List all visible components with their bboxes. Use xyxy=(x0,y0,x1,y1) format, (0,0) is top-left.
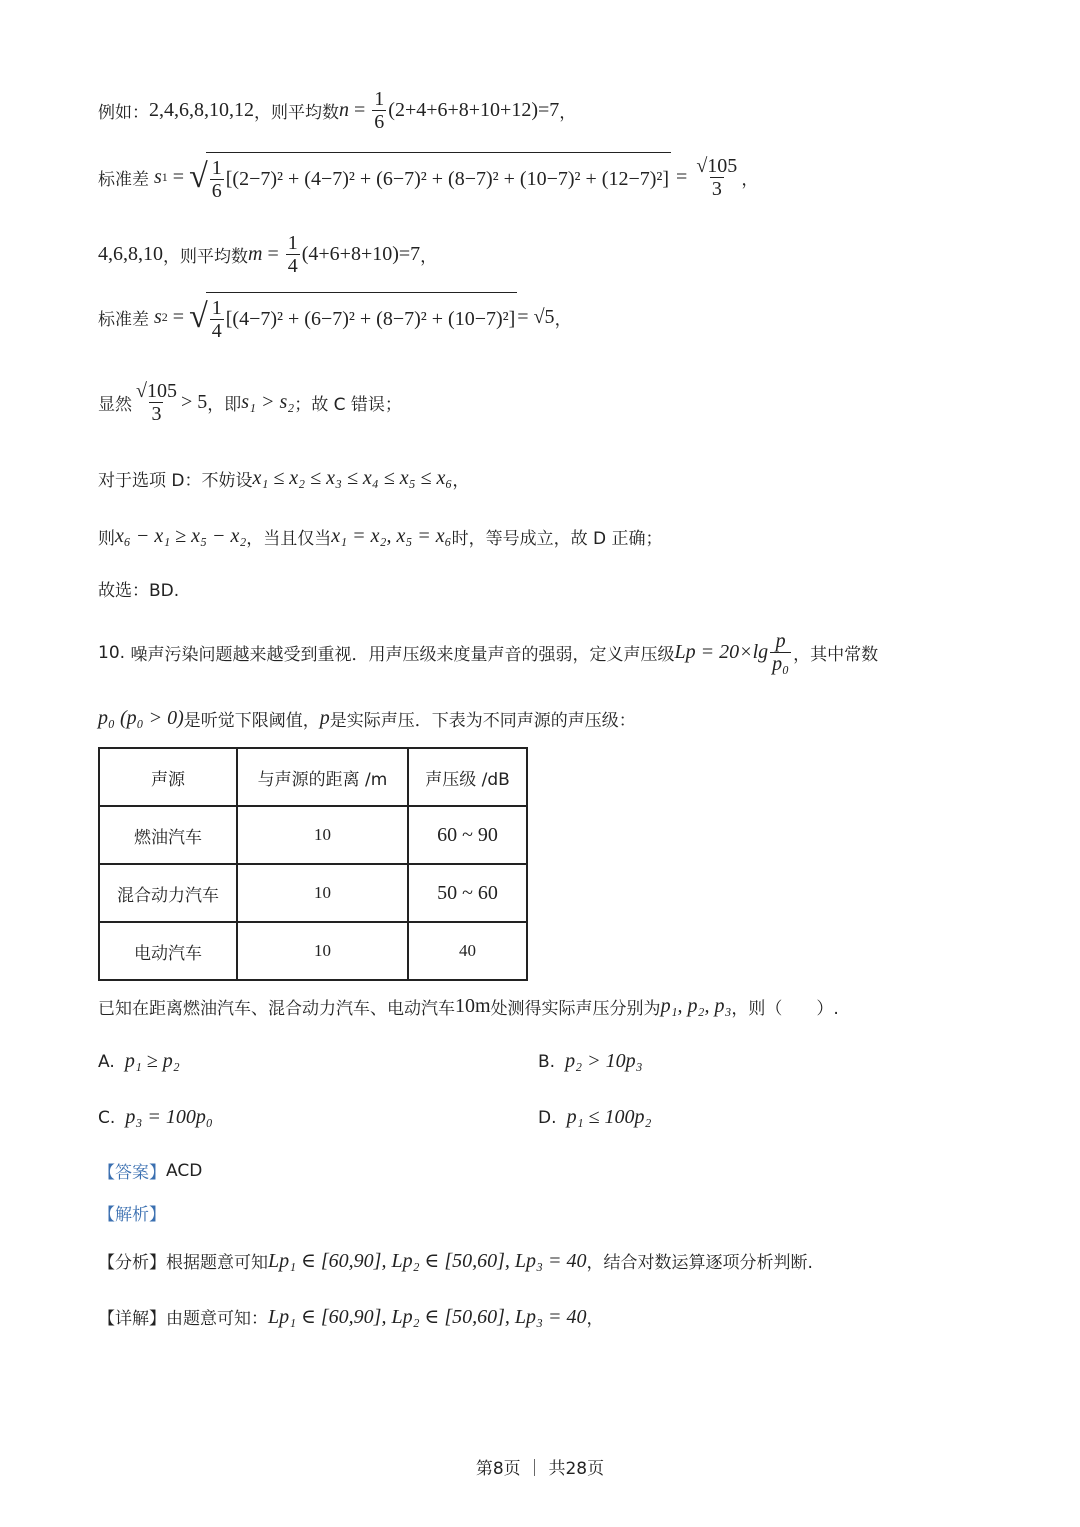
fenxi-line: 【分析】 根据题意可知 Lp₁ ∈ [60,90], Lp₂ ∈ [50,60], Lp₃ = 40 ，结合对数运算逐项分析判断. xyxy=(98,1250,813,1273)
option-b[interactable] xyxy=(538,1050,643,1073)
table-cell: 10 xyxy=(237,864,408,922)
table-cell: 10 xyxy=(237,806,408,864)
question-10-ask: 已知在距离燃油汽车、混合动力汽车、电动汽车 10m 处测得实际声压分别为 p₁, p₂, p₃ ，则（ ）. xyxy=(98,995,839,1019)
table-header: 声压级 /dB xyxy=(408,748,527,806)
sqrt-expr: √ $\frac{1}{4}$ [(4−7)² + (6−7)² + (8−7)² + (10−7)²] xyxy=(189,292,517,342)
table-row xyxy=(99,806,527,864)
option-label: D. xyxy=(538,1108,557,1128)
option-expr: p₁ ≤ 100p₂ xyxy=(566,1106,652,1128)
option-expr: p₂ > 10p₃ xyxy=(565,1050,643,1072)
option-label: C. xyxy=(98,1108,116,1128)
question-number: 10. xyxy=(98,642,126,663)
sound-table xyxy=(98,747,528,981)
line-compare: 显然 $\frac{√105}{3}$ > 5 ，即 s₁ > s₂ ；故 C 错误； xyxy=(98,380,402,425)
text: 例如： xyxy=(98,103,149,123)
fraction: $\frac{√105}{3}$ xyxy=(136,380,177,425)
fraction: $\frac{1}{4}$ xyxy=(287,232,298,277)
table-cell: 60 ~ 90 xyxy=(408,806,527,864)
answer-label: 【答案】 xyxy=(98,1163,166,1183)
option-d[interactable] xyxy=(538,1106,651,1129)
math-seq: 2,4,6,8,10,12 xyxy=(149,99,254,121)
xiangjie-line: 【详解】 由题意可知： Lp₁ ∈ [60,90], Lp₂ ∈ [50,60], Lp₃ = 40 ， xyxy=(98,1306,604,1329)
table-header: 与声源的距离 /m xyxy=(237,748,408,806)
table-row xyxy=(99,864,527,922)
math-var: n xyxy=(339,99,349,121)
table-header-row xyxy=(99,748,527,806)
table-row xyxy=(99,922,527,980)
page-footer: 第8页 ｜ 共28页 xyxy=(475,1459,605,1479)
question-10-line2: p₀ (p₀ > 0) 是听觉下限阈值， p 是实际声压．下表为不同声源的声压级： xyxy=(98,707,636,731)
table-cell: 燃油汽车 xyxy=(99,806,237,864)
math-terms: [(2−7)² + (4−7)² + (6−7)² + (8−7)² + (10−7)² + (12−7)²] xyxy=(225,168,670,190)
math-seq: 4,6,8,10 xyxy=(98,243,163,265)
fraction: $\frac{p}{\text{p₀}}$ xyxy=(772,630,790,675)
table-cell: 混合动力汽车 xyxy=(99,864,237,922)
option-a[interactable] xyxy=(98,1050,180,1073)
sqrt-expr: √ $\frac{1}{6}$ [(2−7)² + (4−7)² + (6−7)² + (8−7)² + (10−7)² + (12−7)²] xyxy=(189,152,671,202)
line-mean-m: 4,6,8,10 ，则平均数 m = $\frac{1}{4}$ (4+6+8+10)=7 ， xyxy=(98,232,438,277)
option-expr: p₃ = 100p₀ xyxy=(125,1106,213,1128)
answer-value: ACD xyxy=(166,1160,203,1181)
option-c[interactable] xyxy=(98,1106,213,1129)
option-label: A. xyxy=(98,1052,115,1072)
fraction: $\frac{1}{6}$ xyxy=(374,88,385,133)
option-expr: p₁ ≥ p₂ xyxy=(124,1050,180,1072)
table-cell: 10 xyxy=(237,922,408,980)
option-label: B. xyxy=(538,1052,556,1072)
line-option-d: 对于选项 D：不妨设 x₁ ≤ x₂ ≤ x₃ ≤ x₄ ≤ x₅ ≤ x₆ ， xyxy=(98,467,470,491)
line-mean-n: 例如： 2,4,6,8,10,12 ，则平均数 n = $\frac{1}{6}$ (2+4+6+8+10+12)=7 ， xyxy=(98,88,577,133)
analysis-heading xyxy=(98,1200,166,1225)
table-cell: 电动汽车 xyxy=(99,922,237,980)
table-header: 声源 xyxy=(99,748,237,806)
analysis-label: 【解析】 xyxy=(98,1205,166,1225)
line-option-d-proof: 则 x₆ − x₁ ≥ x₅ − x₂ ，当且仅当 x₁ = x₂, x₅ = x₆ 时，等号成立，故 D 正确； xyxy=(98,525,663,549)
math-expr: (2+4+6+8+10+12)=7 xyxy=(388,99,560,121)
answer-line xyxy=(98,1158,202,1183)
line-stddev-s1: 标准差 s 1 = √ $\frac{1}{6}$ [(2−7)² + (4−7)² + (6−7)² + (8−7)² + (10−7)² + (12−7)²] = $\frac{√105}{3}$ ， xyxy=(98,152,758,202)
text: ，则平均数 xyxy=(254,103,339,123)
line-choice: 故选：BD. xyxy=(98,581,180,601)
table-cell: 50 ~ 60 xyxy=(408,864,527,922)
text: 标准差 xyxy=(98,169,149,190)
fraction: $\frac{√105}{3}$ xyxy=(696,154,738,200)
line-stddev-s2: 标准差 s 2 = √ $\frac{1}{4}$ [(4−7)² + (6−7)² + (8−7)² + (10−7)²] = √5 ， xyxy=(98,292,572,342)
table-cell: 40 xyxy=(408,922,527,980)
question-10-intro: 10. 噪声污染问题越来越受到重视．用声压级来度量声音的强弱，定义声压级 Lp = 20×lg $\frac{p}{\text{p₀}}$ ，其中常数 xyxy=(98,630,879,675)
